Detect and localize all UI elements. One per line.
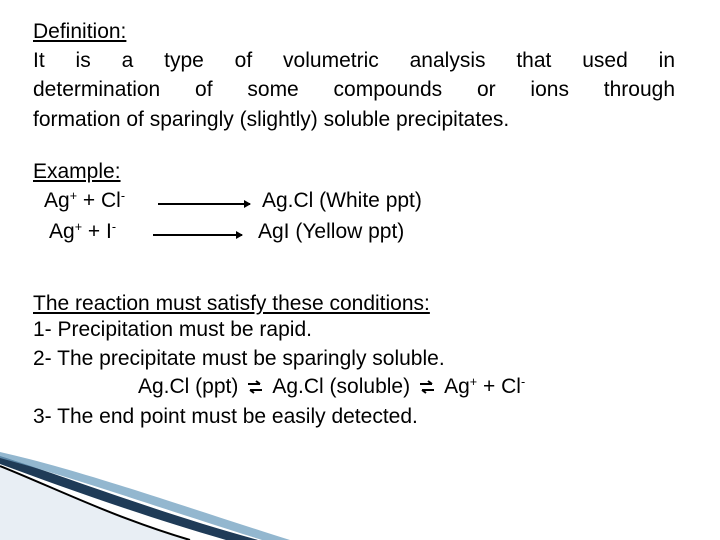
reaction-2-product: AgI (Yellow ppt) (258, 220, 405, 243)
equilibrium-arrow-icon (244, 380, 266, 394)
equilibrium-arrow-2-icon (416, 380, 438, 394)
equilibrium-left: Ag.Cl (ppt) (138, 375, 239, 398)
condition-1: 1- Precipitation must be rapid. (33, 318, 312, 341)
reaction-2-reactants: Ag+ + I- (49, 220, 117, 243)
reaction-1-reactants: Ag+ + Cl- (44, 189, 126, 212)
definition-line-3: formation of sparingly (slightly) soluble precipitates. (33, 108, 510, 131)
definition-heading: Definition: (33, 20, 127, 43)
equilibrium-middle: Ag.Cl (soluble) (272, 375, 411, 398)
condition-3: 3- The end point must be easily detected. (33, 405, 418, 428)
conditions-heading: The reaction must satisfy these conditions: (33, 292, 430, 315)
reaction-1-arrow (158, 203, 250, 205)
reaction-1-product: Ag.Cl (White ppt) (262, 189, 422, 212)
equilibrium-equation: Ag.Cl (ppt) Ag.Cl (soluble) Ag+ + Cl- (138, 375, 526, 398)
condition-2: 2- The precipitate must be sparingly soluble. (33, 347, 445, 370)
example-heading: Example: (33, 160, 121, 183)
reaction-2-arrow (153, 234, 242, 236)
definition-line-2: determination of some compounds or ions through (33, 78, 675, 101)
definition-line-1: It is a type of volumetric analysis that used in (33, 49, 675, 72)
decorative-swoosh (0, 440, 720, 540)
